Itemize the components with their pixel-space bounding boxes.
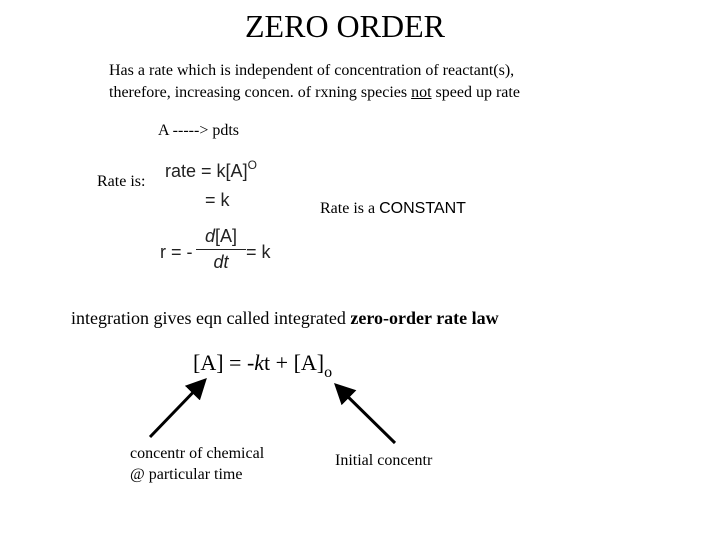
description-text: therefore, increasing concen. of rxning species	[109, 84, 412, 101]
rate-law-rhs: = k[A]	[201, 161, 248, 181]
differential-lhs: r = -	[160, 242, 193, 262]
fraction-denominator: dt	[213, 252, 229, 272]
numerator-d: d	[204, 226, 215, 246]
description-line-1: Has a rate which is independent of concentration of reactant(s),	[109, 62, 515, 79]
law-part-2: t + [A]	[264, 350, 325, 375]
integration-prefix: integration gives eqn called integrated	[71, 308, 351, 328]
constant-word: CONSTANT	[379, 200, 466, 217]
label-concentration-at-time	[130, 443, 264, 485]
reaction-equation: A -----> pdts	[158, 122, 240, 139]
label-line-2: @ particular time	[130, 466, 243, 483]
arrow-to-initial	[337, 386, 395, 443]
label-initial-concentration: Initial concentr	[335, 452, 433, 469]
underlined-word: not	[411, 84, 432, 101]
integration-bold: zero-order rate law	[350, 308, 499, 328]
arrow-to-concentration	[150, 381, 204, 437]
differential-rhs: = k	[246, 242, 271, 262]
rate-is-label: Rate is:	[97, 173, 146, 190]
page-title: ZERO ORDER	[245, 8, 445, 44]
label-line-1: concentr of chemical	[130, 445, 265, 462]
description-text-end: speed up rate	[431, 84, 520, 101]
numerator-species: [A]	[215, 226, 238, 246]
law-k: k	[254, 350, 265, 375]
law-subscript: o	[324, 364, 333, 381]
constant-prefix: Rate is a	[320, 200, 380, 217]
rate-equals-k: = k	[205, 190, 230, 210]
rate-word: rate	[165, 161, 197, 181]
law-part-1: [A] = -	[193, 350, 255, 375]
order-exponent: O	[247, 158, 257, 172]
